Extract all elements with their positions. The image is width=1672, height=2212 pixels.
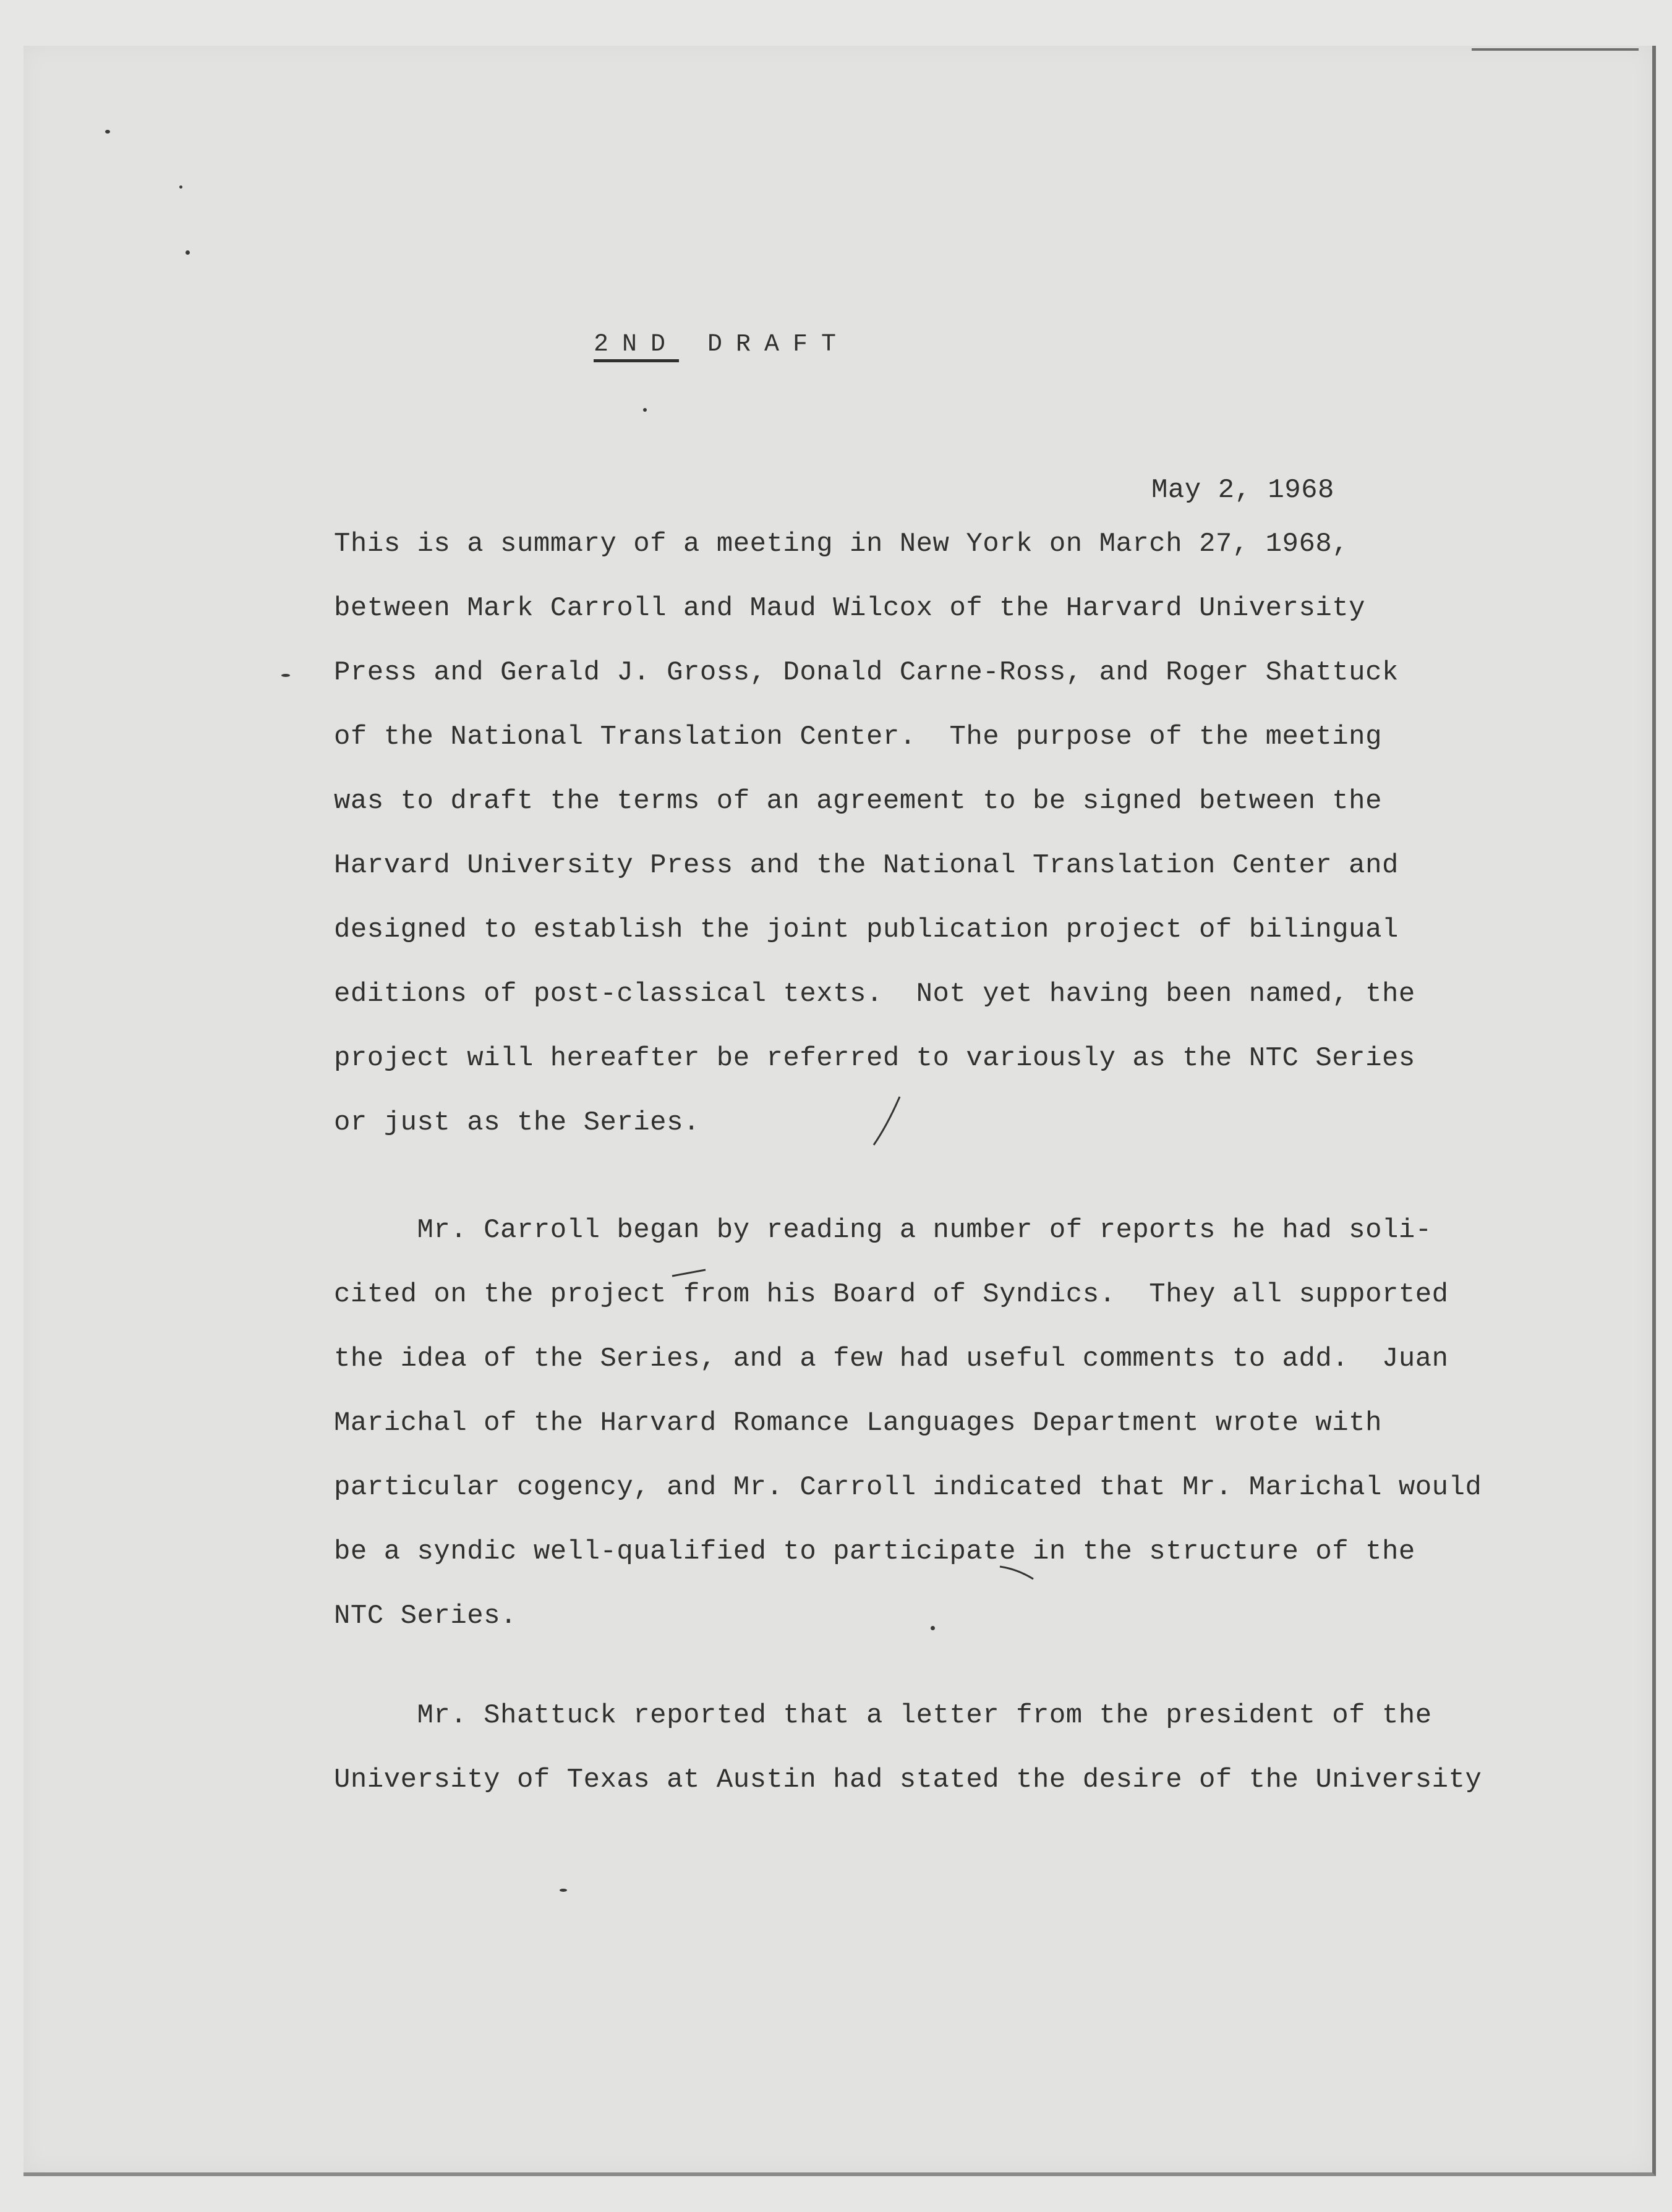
- text-line: or just as the Series.: [334, 1107, 700, 1138]
- paragraph-1: [334, 529, 1509, 1138]
- text-line: was to draft the terms of an agreement to be signed between the: [334, 786, 1382, 817]
- text-line: Press and Gerald J. Gross, Donald Carne-Ross, and Roger Shattuck: [334, 657, 1399, 688]
- text-line: designed to establish the joint publication project of bilingual: [334, 914, 1399, 945]
- text-line: Harvard University Press and the National Translation Center and: [334, 850, 1399, 881]
- sheet-top-edge: [1472, 48, 1639, 51]
- dust-speck: [643, 408, 647, 412]
- text-line: project will hereafter be referred to variously as the NTC Series: [334, 1043, 1415, 1074]
- paper-sheet: [23, 46, 1656, 2176]
- dust-speck: [186, 250, 190, 255]
- text-line: be a syndic well-qualified to participate in the structure of the: [334, 1536, 1415, 1567]
- text-line: between Mark Carroll and Maud Wilcox of the Harvard University: [334, 593, 1366, 624]
- dust-speck: [281, 674, 290, 677]
- pencil-caret-mark: [999, 1564, 1036, 1583]
- letter-date: May 2, 1968: [1151, 475, 1334, 506]
- draft-heading-number: 2ND: [594, 331, 680, 359]
- text-line: Mr. Carroll began by reading a number of reports he had soli-: [334, 1215, 1432, 1246]
- text-line: NTC Series.: [334, 1601, 517, 1631]
- dust-speck: [931, 1626, 935, 1630]
- pencil-tick-mark: [869, 1094, 906, 1150]
- text-line: cited on the project from his Board of Syndics. They all supported: [334, 1279, 1449, 1310]
- text-line: the idea of the Series, and a few had useful comments to add. Juan: [334, 1343, 1449, 1374]
- text-line: University of Texas at Austin had stated the desire of the University: [334, 1764, 1482, 1795]
- text-line: This is a summary of a meeting in New York on March 27, 1968,: [334, 529, 1349, 559]
- text-line: editions of post-classical texts. Not yet having been named, the: [334, 979, 1415, 1010]
- pencil-strike-mark: [671, 1267, 708, 1280]
- paragraph-2: [334, 1215, 1509, 1631]
- text-line: particular cogency, and Mr. Carroll indicated that Mr. Marichal would: [334, 1472, 1482, 1503]
- draft-heading: [594, 331, 850, 359]
- dust-speck: [560, 1889, 567, 1892]
- paragraph-3: [334, 1700, 1509, 1824]
- text-line: Marichal of the Harvard Romance Languages Department wrote with: [334, 1408, 1382, 1439]
- draft-heading-word: DRAFT: [707, 331, 850, 359]
- dust-speck: [105, 130, 110, 134]
- dust-speck: [179, 185, 182, 189]
- text-line: of the National Translation Center. The purpose of the meeting: [334, 721, 1382, 752]
- text-line: Mr. Shattuck reported that a letter from the president of the: [334, 1700, 1432, 1731]
